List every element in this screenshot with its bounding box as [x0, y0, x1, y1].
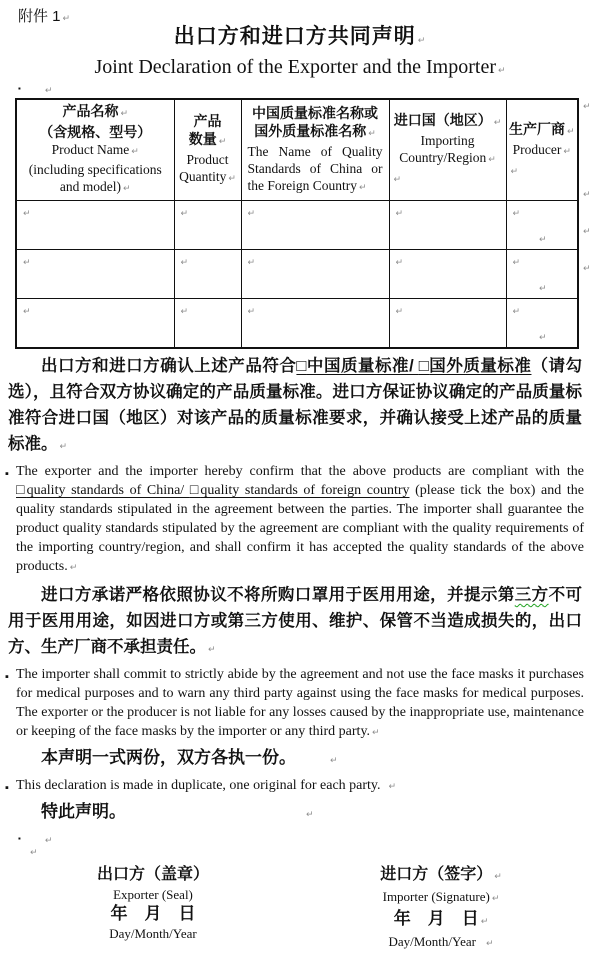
pilcrow-mark: ↵ [30, 848, 38, 858]
cell-producer[interactable] [506, 201, 578, 250]
attachment-label: 附件 1 [18, 8, 61, 25]
products-table-wrap [15, 98, 591, 349]
pilcrow-mark: ↵ [583, 190, 591, 200]
col-header-quality-standards [241, 99, 389, 201]
foreign-standards-label-en: quality standards of foreign country [200, 483, 410, 498]
header-zh: （含规格、型号） [39, 124, 152, 140]
pilcrow-mark: ↵ [563, 146, 571, 157]
header-zh: 产品 [193, 113, 222, 129]
closing-zh-declare [8, 799, 600, 828]
pilcrow-mark: ↵ [228, 174, 236, 184]
table-header-row [16, 99, 578, 201]
foreign-standards-checkbox-en[interactable]: □ [189, 483, 201, 498]
pilcrow-mark: ↵ [512, 307, 521, 317]
pilcrow-mark: ↵ [330, 756, 338, 766]
pilcrow-mark: ↵ [512, 209, 521, 219]
table-row [16, 299, 578, 349]
pilcrow-mark: ↵ [23, 307, 31, 317]
importer-signature-block [356, 864, 526, 953]
cell-quality-standard[interactable] [241, 299, 389, 349]
header-en: Product Name [51, 142, 130, 157]
list-bullet-icon: ▪ [5, 468, 9, 480]
cell-importing-country[interactable] [389, 299, 506, 349]
header-zh: 数量 [188, 131, 217, 147]
pilcrow-mark: ↵ [491, 894, 500, 904]
pilcrow-mark: ↵ [583, 227, 591, 237]
header-en: Importing Country/Region [399, 133, 487, 165]
importer-signature-label-zh: 进口方（签字） [380, 866, 493, 883]
pilcrow-mark: ↵ [23, 258, 31, 268]
title-chinese [0, 23, 600, 55]
importer-date-label-en: Day/Month/Year [388, 934, 476, 949]
exporter-signature-block [68, 864, 238, 953]
pilcrow-mark: ↵ [566, 126, 575, 137]
cell-importing-country[interactable] [389, 250, 506, 299]
exporter-seal-label-zh: 出口方（盖章） [96, 866, 209, 883]
bullet-row [18, 834, 600, 846]
pilcrow-mark: ↵ [395, 258, 404, 268]
exporter-date-fields[interactable]: 年 月 日 [110, 904, 196, 923]
pilcrow-mark: ↵ [208, 645, 216, 655]
col-header-producer [506, 99, 578, 201]
foreign-standards-label: 国外质量标准 [429, 357, 532, 375]
square-bullet-icon: ▪ [18, 834, 21, 843]
pilcrow-mark: ↵ [417, 36, 427, 46]
pilcrow-mark: ↵ [512, 258, 521, 268]
header-en: Product Quantity [179, 152, 229, 184]
pilcrow-mark: ↵ [218, 137, 227, 147]
paragraph-en-medical-use [3, 665, 584, 743]
para-text: 不可用于医用用途，如因进口方或第三方使用、维护、保管不当造成损失的，出口方、生产厂商不承担责任。 [8, 586, 583, 656]
pilcrow-mark: ↵ [388, 782, 397, 792]
cell-product-name[interactable] [16, 201, 174, 250]
pilcrow-mark: ↵ [120, 109, 129, 119]
col-header-product-quantity [174, 99, 241, 201]
pilcrow-mark: ↵ [368, 128, 376, 139]
cell-product-name[interactable] [16, 250, 174, 299]
header-zh: 生产厂商 [508, 120, 565, 137]
pilcrow-mark: ↵ [44, 86, 53, 97]
pilcrow-mark: ↵ [497, 66, 506, 76]
cell-producer[interactable] [506, 250, 578, 299]
attachment-row [18, 5, 600, 23]
pilcrow-mark: ↵ [247, 258, 256, 268]
pilcrow-mark: ↵ [180, 307, 189, 317]
pilcrow-mark: ↵ [180, 258, 189, 268]
title-english [0, 55, 600, 84]
col-header-product-name [16, 99, 174, 201]
pilcrow-mark: ↵ [123, 184, 131, 194]
cell-quality-standard[interactable] [241, 250, 389, 299]
closing-text: 特此声明。 [41, 802, 126, 821]
header-en: Producer [512, 141, 562, 157]
exporter-seal-label-en: Exporter (Seal) [113, 887, 193, 902]
cell-product-name[interactable] [16, 299, 174, 349]
square-bullet-icon: ▪ [18, 84, 21, 93]
para-text: 进口方承诺严格依照协议不将所购口罩用于医用用途，并提示第 [41, 586, 515, 604]
pilcrow-mark: ↵ [494, 872, 502, 882]
header-zh: 进口国（地区） [393, 112, 492, 128]
cell-product-quantity[interactable] [174, 201, 241, 250]
empty-paragraph-row [28, 846, 600, 858]
col-header-importing-country [389, 99, 506, 201]
para-text: （请勾选），且符合双方协议确定的产品质量标准。进口方保证协议确定的产品质量标准符合进口国（地区）对该产品的质量标准要求，并确认接受上述产品的质量标准。 [8, 357, 583, 453]
header-zh: 中国质量标准名称或 [252, 104, 378, 121]
title-english-text: Joint Declaration of the Exporter and the Importer [94, 56, 496, 78]
pilcrow-mark: ↵ [62, 14, 71, 24]
china-standards-checkbox-en[interactable]: □ [16, 483, 27, 498]
title-chinese-text: 出口方和进口方共同声明 [173, 25, 416, 48]
cell-product-quantity[interactable] [174, 299, 241, 349]
list-bullet-icon: ▪ [5, 671, 9, 683]
china-standards-label-en: quality standards of China/ [26, 483, 190, 498]
cell-producer[interactable] [506, 299, 578, 349]
exporter-date-label-en: Day/Month/Year [109, 926, 197, 941]
paragraph-en-quality-standards [3, 462, 584, 578]
cell-product-quantity[interactable] [174, 250, 241, 299]
header-zh: 国外质量标准名称 [254, 122, 367, 139]
paragraph-zh-quality-standards [8, 353, 582, 460]
pilcrow-mark: ↵ [359, 182, 367, 193]
pilcrow-mark: ↵ [247, 307, 256, 317]
list-bullet-icon: ▪ [5, 782, 9, 794]
header-en: The Name of Quality Standards of China or the Foreign Country [247, 143, 383, 193]
cell-quality-standard[interactable] [241, 201, 389, 250]
foreign-standards-checkbox[interactable]: □ [418, 357, 430, 375]
pilcrow-mark: ↵ [538, 284, 547, 294]
pilcrow-mark: ↵ [131, 147, 139, 157]
header-zh: 产品名称 [62, 103, 119, 119]
table-row [16, 201, 578, 250]
closing-en-duplicate [3, 776, 584, 797]
products-table [15, 98, 579, 349]
pilcrow-mark: ↵ [393, 175, 402, 185]
pilcrow-mark: ↵ [44, 836, 53, 847]
pilcrow-mark: ↵ [538, 333, 547, 343]
paragraph-zh-medical-use [8, 582, 582, 663]
closing-zh-duplicate [8, 745, 600, 774]
pilcrow-mark: ↵ [395, 307, 404, 317]
china-standards-label: 中国质量标准/ [306, 357, 419, 375]
pilcrow-mark: ↵ [538, 235, 547, 245]
closing-text: 本声明一式两份，双方各执一份。 [41, 748, 296, 767]
pilcrow-mark: ↵ [23, 209, 31, 219]
para-text: The exporter and the importer hereby confirm that the above products are compliant with the [16, 464, 584, 479]
importer-date-fields[interactable]: 年 月 日 [393, 909, 479, 928]
pilcrow-mark: ↵ [247, 209, 256, 219]
cell-importing-country[interactable] [389, 201, 506, 250]
para-text: (please tick the box) and the quality standards stipulated in the agreement between the parties. The importer shall guarantee the product quality standards stipulated by the agreement are compliant with the quality requirements of the importing country/region, and shall confirm it has accepted the quality standards of the above products. [16, 483, 584, 574]
pilcrow-mark: ↵ [583, 264, 591, 274]
para-text: The importer shall commit to strictly abide by the agreement and not use the face masks it purchases for medical purposes and to warn any third party against using the face masks for medical purposes. The exporter or the producer is not liable for any losses caused by the inappropriate use, maintenance or keeping of the face masks by the importer or any third party. [16, 667, 584, 739]
pilcrow-mark: ↵ [583, 102, 591, 112]
pilcrow-mark: ↵ [372, 728, 380, 738]
table-row [16, 250, 578, 299]
pilcrow-mark: ↵ [59, 442, 68, 452]
importer-signature-label-en: Importer (Signature) [382, 889, 490, 904]
closing-text: This declaration is made in duplicate, one original for each party. [16, 778, 381, 793]
pilcrow-mark: ↵ [306, 810, 314, 820]
pilcrow-mark: ↵ [180, 209, 189, 219]
pilcrow-mark: ↵ [395, 209, 404, 219]
header-en: (including specifications and model) [28, 162, 162, 194]
bullet-row [18, 84, 600, 96]
para-text: 出口方和进口方确认上述产品符合 [41, 357, 297, 375]
grammar-check-text: 三方 [514, 586, 549, 604]
pilcrow-mark: ↵ [480, 917, 489, 927]
pilcrow-mark: ↵ [493, 118, 502, 128]
china-standards-checkbox[interactable]: □ [296, 357, 307, 375]
signature-section [0, 864, 600, 953]
pilcrow-mark: ↵ [69, 563, 78, 573]
pilcrow-mark: ↵ [485, 939, 494, 949]
pilcrow-mark: ↵ [510, 166, 519, 177]
pilcrow-mark: ↵ [488, 155, 496, 165]
